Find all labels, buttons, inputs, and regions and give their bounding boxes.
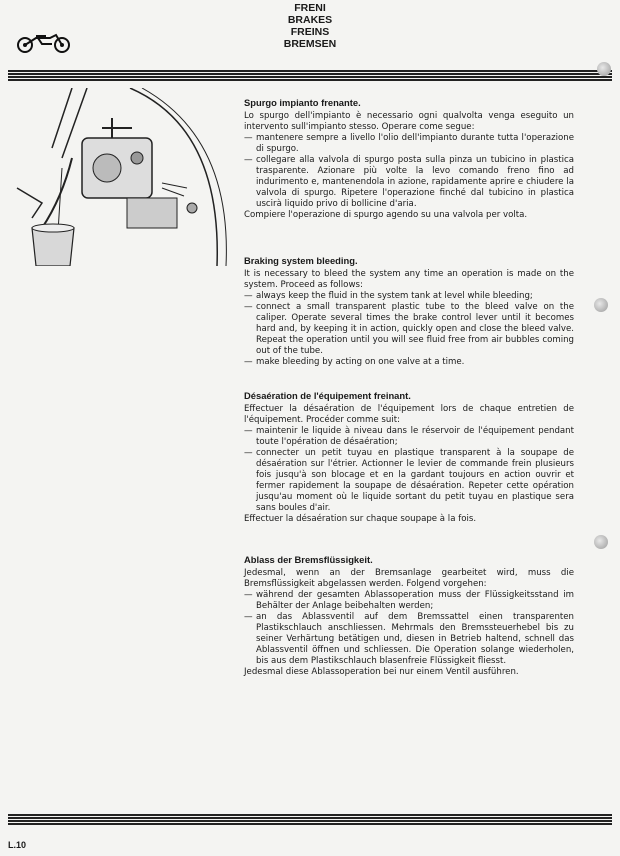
section-title: Spurgo impianto frenante.: [244, 97, 361, 108]
step-item: — connecter un petit tuyau en plastique transparent à la soupape de désaération sur l'étrier. Actionner le levier de commande frein plusieurs fois jusqu'à son blocage et en la gardant toujours en action ouvrir et fermer rapidement la soupape de désaération. Repeter cette opération jusqu'au moment où le liquide sortant du petit tuyau en plastique sera sans boules d'air.: [244, 448, 574, 514]
section-outro: Jedesmal diese Ablassoperation bei nur einem Ventil ausführen.: [244, 667, 519, 677]
step-item: — an das Ablassventil auf dem Bremssattel einen transparenten Plastikschlauch anschliessen. Mehrmals den Bremssteuerhebel bis zu seiner Verhärtung betätigen und, diesen in Betrieb haltend, schnell das Ablassventil öffnen und schliessen. Die Operation solange wiederholen, bis aus dem Plastikschlauch blasenfreie Flüssigkeit fliesst.: [244, 612, 574, 667]
section-french: [244, 390, 574, 525]
step-list: [244, 590, 574, 667]
step-item: — always keep the fluid in the system tank at level while bleeding;: [244, 291, 574, 302]
motorcycle-icon: [16, 32, 72, 54]
section-italian: [244, 97, 574, 221]
footer-rule: [8, 814, 612, 826]
section-title: Ablass der Bremsflüssigkeit.: [244, 554, 373, 565]
section-title: Braking system bleeding.: [244, 255, 358, 266]
section-outro: Effectuer la désaération sur chaque soupape à la fois.: [244, 514, 477, 524]
step-item: — mantenere sempre a livello l'olio dell'impianto durante tutta l'operazione di spurgo.: [244, 133, 574, 155]
step-item: — make bleeding by acting on one valve at a time.: [244, 357, 574, 368]
section-outro: Compiere l'operazione di spurgo agendo su una valvola per volta.: [244, 210, 528, 220]
title-en: BRAKES: [287, 14, 333, 26]
page-number: L.10: [8, 840, 27, 850]
page-header: [0, 2, 620, 50]
binder-hole: [597, 62, 611, 76]
binder-hole: [594, 298, 608, 312]
section-english: [244, 255, 574, 368]
step-list: [244, 291, 574, 368]
step-list: [244, 133, 574, 210]
binder-hole: [594, 535, 608, 549]
step-item: — collegare alla valvola di spurgo posta sulla pinza un tubicino in plastica trasparente. Azionare più volte la levo comando freno fino ad indurimento e, mantenendola in azione, rapidamente aprire e chiudere la valvola di spurgo. Ripetere l'operazione finché dal tubicino in plastica uscirà liquido privo di bollicine d'aria.: [244, 155, 574, 210]
section-intro: It is necessary to bleed the system any time an operation is made on the system. Proceed as follows:: [244, 269, 574, 290]
section-german: [244, 554, 574, 678]
title-it: FRENI: [294, 2, 326, 14]
title-fr: FREINS: [290, 26, 330, 38]
step-item: — connect a small transparent plastic tube to the bleed valve on the caliper. Operate several times the brake control lever until it becomes hard and, by keeping it in action, quickly open and close the bleed valve. Repeat the operation until you will see fluid free from air bubbles coming out of the tube.: [244, 302, 574, 357]
section-intro: Effectuer la désaération de l'équipement lors de chaque entretien de l'équipement. Procéder comme suit:: [244, 404, 574, 425]
brake-caliper-illustration: [12, 88, 234, 266]
step-item: — maintenir le liquide à niveau dans le réservoir de l'équipement pendant toute l'opération de désaération;: [244, 426, 574, 448]
step-item: — während der gesamten Ablassoperation muss der Flüssigkeitsstand im Behälter der Anlage beibehalten werden;: [244, 590, 574, 612]
title-de: BREMSEN: [283, 38, 337, 50]
section-title: Désaération de l'équipement freinant.: [244, 390, 411, 401]
header-rule: [8, 70, 612, 82]
section-intro: Jedesmal, wenn an der Bremsanlage gearbeitet wird, muss die Bremsflüssigkeit abgelassen werden. Folgend vorgehen:: [244, 568, 574, 589]
section-intro: Lo spurgo dell'impianto è necessario ogni qualvolta venga eseguito un intervento sull'impianto stesso. Operare come segue:: [244, 111, 574, 132]
step-list: [244, 426, 574, 514]
